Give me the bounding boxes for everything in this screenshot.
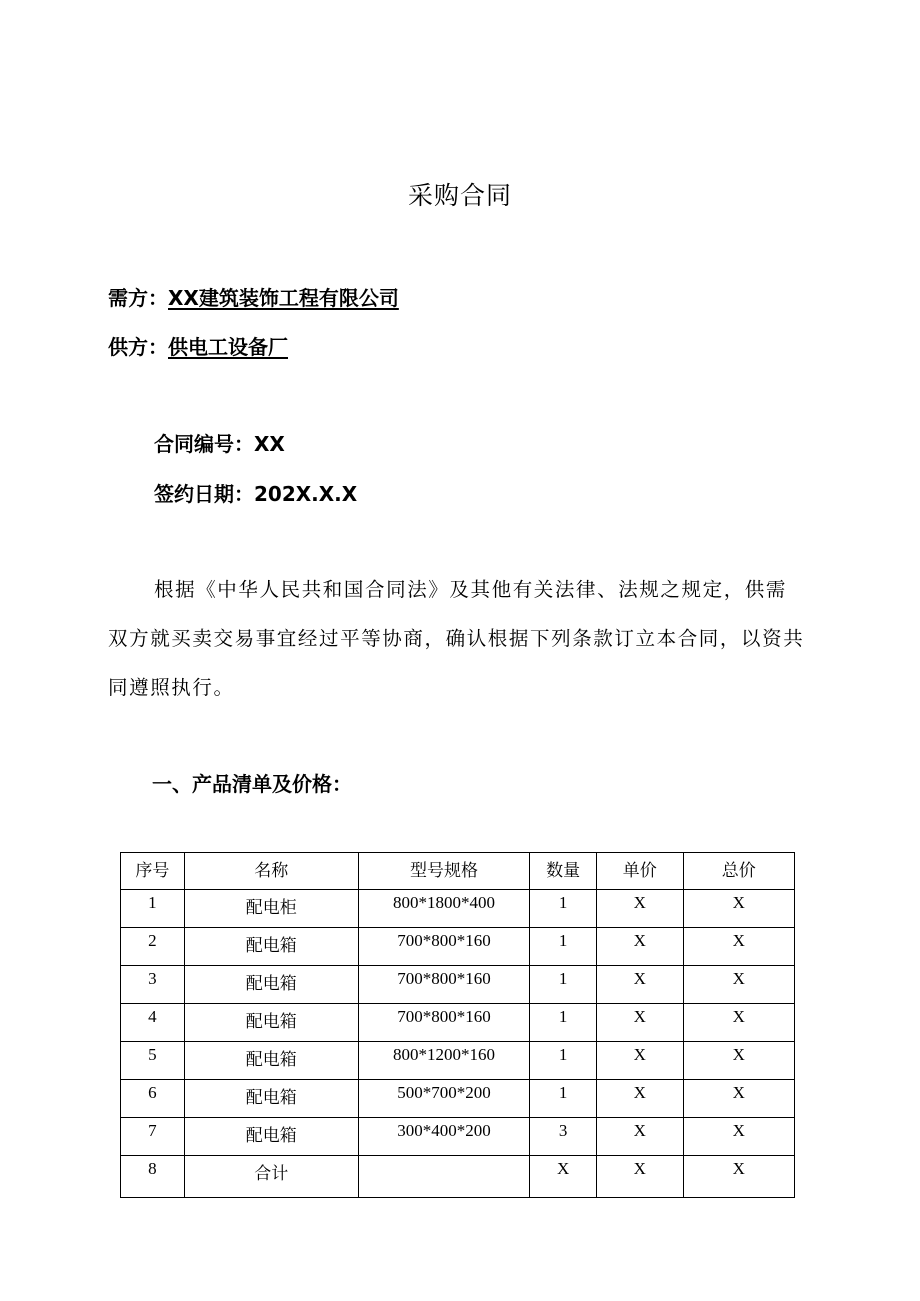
contract-number: 合同编号：XX xyxy=(154,432,285,456)
cell-index: 2 xyxy=(121,928,185,966)
section-heading-products: 一、产品清单及价格： xyxy=(152,772,352,796)
cell-total-price: X xyxy=(683,1042,794,1080)
table-header-row xyxy=(121,853,795,890)
cell-total-price: X xyxy=(683,1156,794,1198)
cell-name: 合计 xyxy=(184,1156,358,1198)
cell-name: 配电柜 xyxy=(184,890,358,928)
header-total-price: 总价 xyxy=(683,853,794,890)
header-model: 型号规格 xyxy=(358,853,530,890)
table-row xyxy=(121,1042,795,1080)
buyer-label: 需方： xyxy=(108,286,168,310)
buyer-name: XX建筑装饰工程有限公司 xyxy=(168,286,399,310)
cell-model: 500*700*200 xyxy=(358,1080,530,1118)
cell-total-price: X xyxy=(683,890,794,928)
intro-paragraph: 根据《中华人民共和国合同法》及其他有关法律、法规之规定，供需双方就买卖交易事宜经过平等协商，确认根据下列条款订立本合同，以资共同遵照执行。 xyxy=(108,578,805,699)
cell-index: 5 xyxy=(121,1042,185,1080)
cell-quantity: 1 xyxy=(530,890,597,928)
cell-total-price: X xyxy=(683,1118,794,1156)
table-row xyxy=(121,1118,795,1156)
cell-unit-price: X xyxy=(596,1156,683,1198)
cell-model: 300*400*200 xyxy=(358,1118,530,1156)
buyer-line xyxy=(108,282,399,311)
cell-quantity: 1 xyxy=(530,1042,597,1080)
table-row xyxy=(121,1004,795,1042)
header-unit-price: 单价 xyxy=(596,853,683,890)
document-title: 采购合同 xyxy=(407,181,512,210)
table-row xyxy=(121,966,795,1004)
header-name: 名称 xyxy=(184,853,358,890)
cell-index: 3 xyxy=(121,966,185,1004)
cell-index: 7 xyxy=(121,1118,185,1156)
cell-unit-price: X xyxy=(596,1080,683,1118)
cell-unit-price: X xyxy=(596,1004,683,1042)
cell-model: 700*800*160 xyxy=(358,1004,530,1042)
table-row-total xyxy=(121,1156,795,1198)
cell-total-price: X xyxy=(683,1004,794,1042)
cell-index: 4 xyxy=(121,1004,185,1042)
cell-name: 配电箱 xyxy=(184,1042,358,1080)
cell-model xyxy=(358,1156,530,1198)
cell-unit-price: X xyxy=(596,1042,683,1080)
cell-quantity: 3 xyxy=(530,1118,597,1156)
cell-total-price: X xyxy=(683,966,794,1004)
cell-quantity: 1 xyxy=(530,966,597,1004)
cell-unit-price: X xyxy=(596,890,683,928)
cell-name: 配电箱 xyxy=(184,1004,358,1042)
cell-quantity: 1 xyxy=(530,928,597,966)
cell-quantity: X xyxy=(530,1156,597,1198)
cell-name: 配电箱 xyxy=(184,1118,358,1156)
cell-index: 1 xyxy=(121,890,185,928)
cell-unit-price: X xyxy=(596,1118,683,1156)
cell-unit-price: X xyxy=(596,966,683,1004)
product-price-table xyxy=(120,852,795,1198)
cell-unit-price: X xyxy=(596,928,683,966)
cell-total-price: X xyxy=(683,1080,794,1118)
header-quantity: 数量 xyxy=(530,853,597,890)
cell-name: 配电箱 xyxy=(184,1080,358,1118)
cell-index: 8 xyxy=(121,1156,185,1198)
cell-model: 800*1200*160 xyxy=(358,1042,530,1080)
cell-quantity: 1 xyxy=(530,1004,597,1042)
cell-name: 配电箱 xyxy=(184,928,358,966)
seller-name: 供电工设备厂 xyxy=(168,335,288,359)
header-index: 序号 xyxy=(121,853,185,890)
cell-index: 6 xyxy=(121,1080,185,1118)
table-row xyxy=(121,1080,795,1118)
table-row xyxy=(121,890,795,928)
cell-model: 700*800*160 xyxy=(358,928,530,966)
sign-date: 签约日期：202X.X.X xyxy=(154,482,358,506)
cell-name: 配电箱 xyxy=(184,966,358,1004)
cell-quantity: 1 xyxy=(530,1080,597,1118)
seller-label: 供方： xyxy=(108,335,168,359)
cell-total-price: X xyxy=(683,928,794,966)
cell-model: 700*800*160 xyxy=(358,966,530,1004)
cell-model: 800*1800*400 xyxy=(358,890,530,928)
seller-line xyxy=(108,331,288,360)
table-row xyxy=(121,928,795,966)
